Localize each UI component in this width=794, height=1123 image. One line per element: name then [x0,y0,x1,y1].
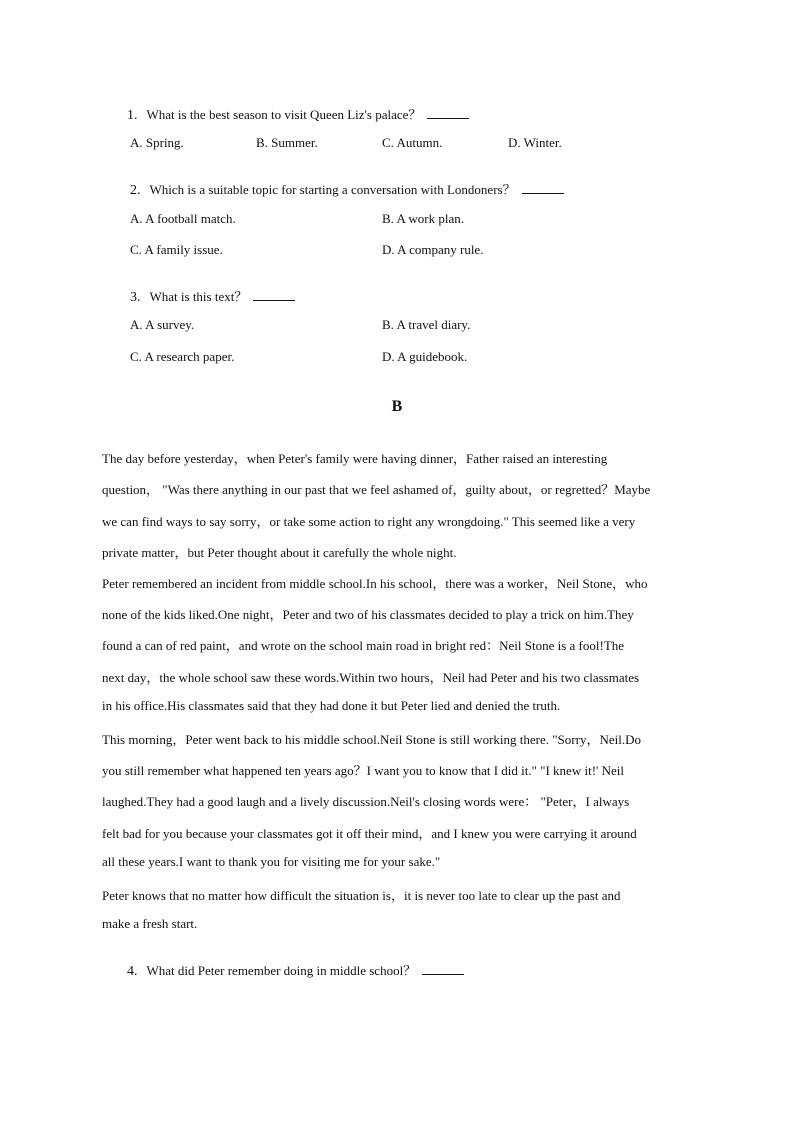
option-a[interactable]: A. A football match. [130,211,236,226]
question-number: 1. [127,108,138,123]
passage-line: make a fresh start. [102,916,198,931]
answer-blank[interactable] [427,108,469,119]
passage-line: Peter remembered an incident from middle school.In his school，there was a worker，Neil Stone，who [102,576,648,591]
question-text: What did Peter remember doing in middle school？ [146,963,417,978]
answer-blank[interactable] [253,290,295,301]
passage-line: next day，the whole school saw these words.Within two hours，Neil had Peter and his two classmates [102,670,640,685]
passage-line: all these years.I want to thank you for visiting me for your sake." [102,854,441,869]
passage-line: question， "Was there anything in our past that we feel ashamed of，guilty about，or regretted？Maybe [102,482,651,497]
option-b[interactable]: B. A travel diary. [382,317,471,332]
passage-line: The day before yesterday，when Peter's family were having dinner，Father raised an interesting [102,451,608,466]
passage-line: none of the kids liked.One night，Peter and two of his classmates decided to play a trick on him.They [102,607,634,622]
question-number: 3. [130,290,141,305]
question-1 [127,104,469,124]
passage-line: private matter，but Peter thought about it carefully the whole night. [102,545,457,560]
option-c[interactable]: C. A family issue. [130,242,223,257]
question-number: 4. [127,964,138,979]
passage-line: felt bad for you because your classmates got it off their mind，and I knew you were carrying it around [102,826,637,841]
passage-line: laughed.They had a good laugh and a lively discussion.Neil's closing words were： "Peter，I always [102,794,630,809]
option-b[interactable]: B. Summer. [256,135,318,150]
answer-blank[interactable] [422,964,464,975]
option-d[interactable]: D. A guidebook. [382,349,468,364]
passage-line: you still remember what happened ten years ago？I want you to know that I did it." "I knew it!' Neil [102,763,624,778]
question-2 [130,179,564,199]
question-text: What is this text？ [149,289,248,304]
option-c[interactable]: C. Autumn. [382,135,443,150]
option-a[interactable]: A. Spring. [130,135,184,150]
passage-line: This morning，Peter went back to his middle school.Neil Stone is still working there. "Sorry，Neil.Do [102,732,641,747]
section-heading: B [391,398,403,415]
option-b[interactable]: B. A work plan. [382,211,464,226]
passage-line: found a can of red paint，and wrote on the school main road in bright red：Neil Stone is a fool!The [102,638,625,653]
question-3 [130,286,295,306]
option-c[interactable]: C. A research paper. [130,349,235,364]
question-number: 2. [130,183,141,198]
question-text: What is the best season to visit Queen Liz's palace？ [146,107,422,122]
passage-line: in his office.His classmates said that they had done it but Peter lied and denied the truth. [102,698,561,713]
answer-blank[interactable] [522,183,564,194]
option-d[interactable]: D. Winter. [508,135,562,150]
passage-line: we can find ways to say sorry，or take some action to right any wrongdoing." This seemed like a very [102,514,636,529]
option-d[interactable]: D. A company rule. [382,242,484,257]
option-a[interactable]: A. A survey. [130,317,195,332]
question-text: Which is a suitable topic for starting a conversation with Londoners？ [149,182,516,197]
question-4 [127,960,464,980]
passage-line: Peter knows that no matter how difficult the situation is，it is never too late to clear up the past and [102,888,621,903]
